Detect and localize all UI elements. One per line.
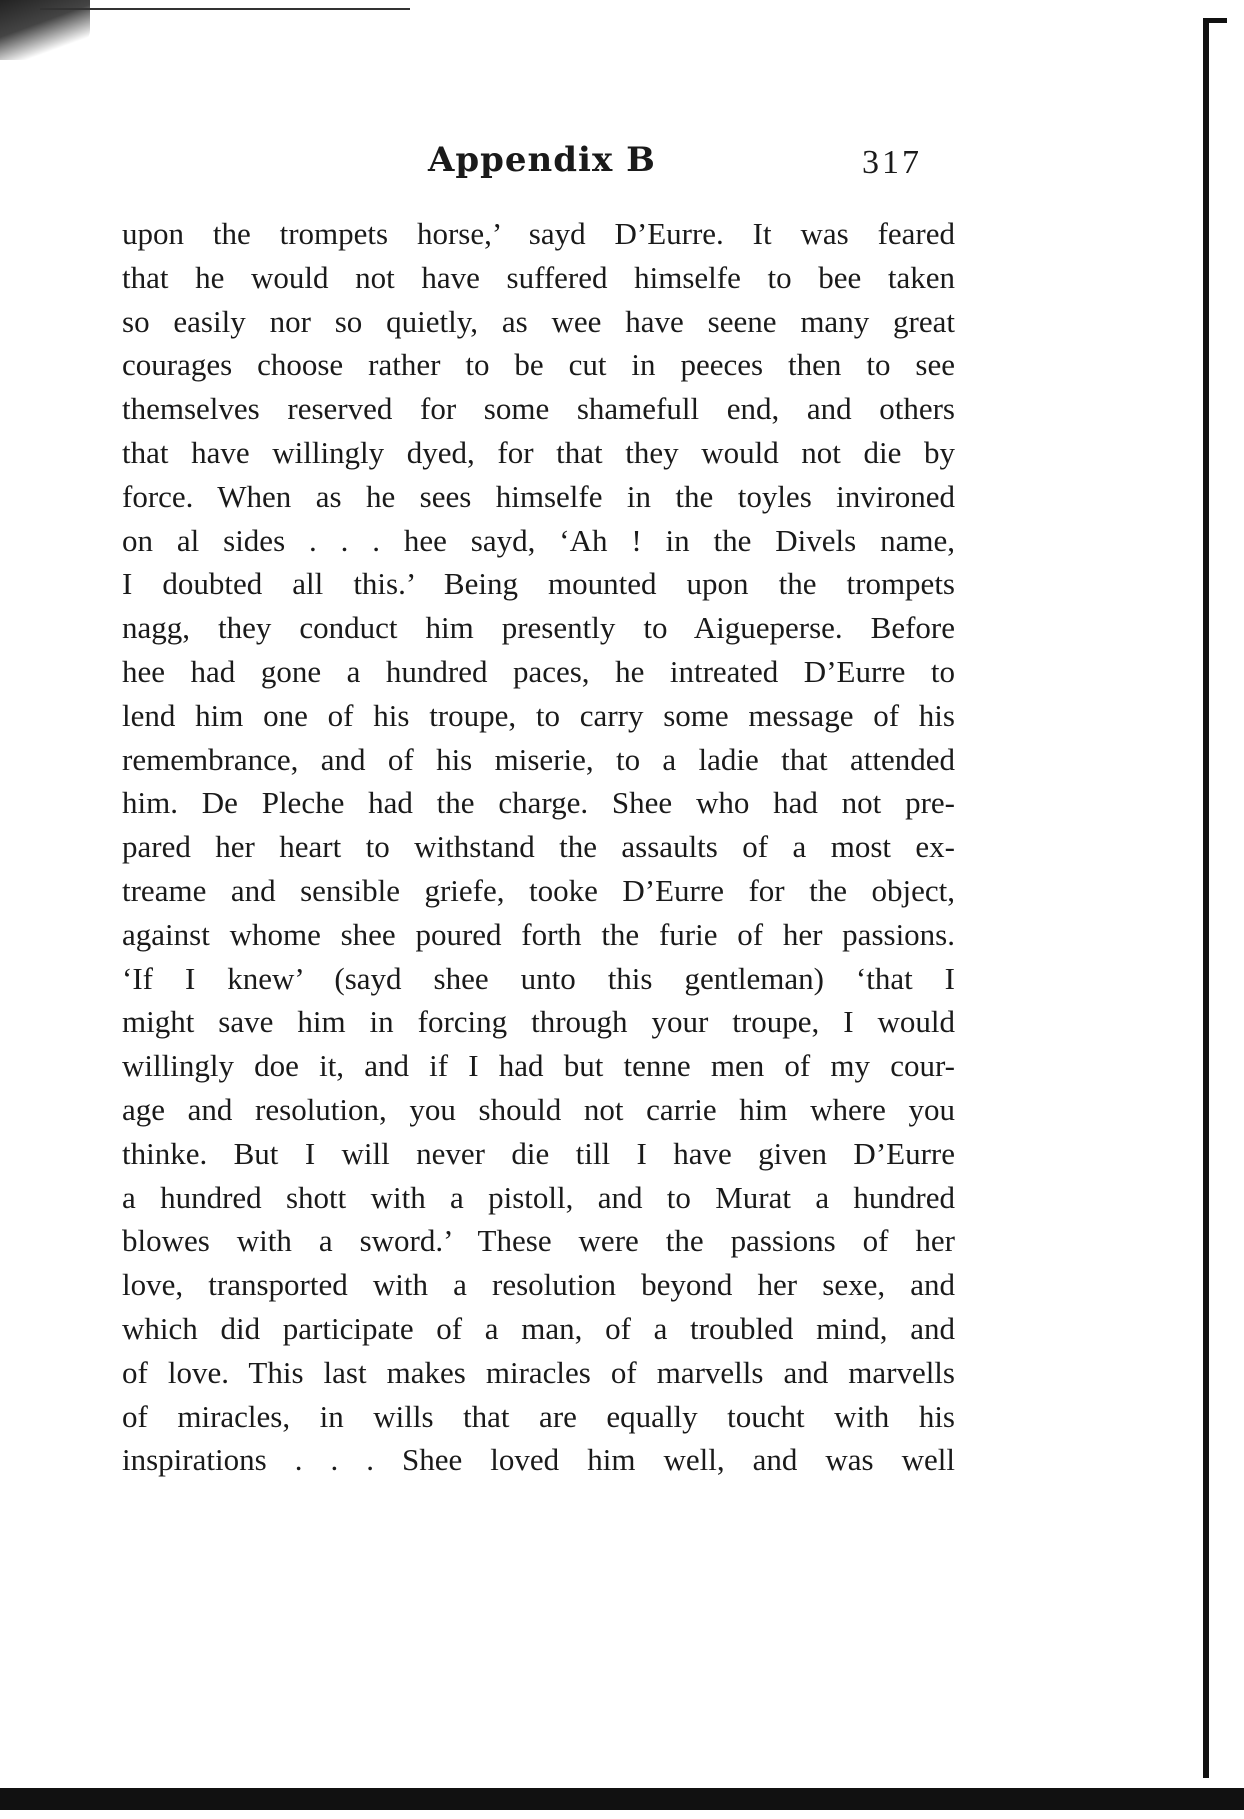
- text-line: treame and sensible griefe, tooke D’Eurre for the object,: [122, 872, 955, 908]
- text-line: age and resolution, you should not carrie him where you: [122, 1091, 955, 1127]
- text-line: might save him in forcing through your troupe, I would: [122, 1004, 955, 1040]
- text-line: love, transported with a resolution beyond her sexe, and: [122, 1267, 955, 1303]
- text-line: of love. This last makes miracles of marvells and marvells: [122, 1354, 955, 1390]
- text-line: blowes with a sword.’ These were the passions of her: [122, 1223, 955, 1259]
- text-line: force. When as he sees himselfe in the toyles invironed: [122, 478, 955, 514]
- scan-bottom-edge: [0, 1788, 1244, 1810]
- text-line: a hundred shott with a pistoll, and to Murat a hundred: [122, 1179, 955, 1215]
- body-text: [122, 212, 955, 1482]
- text-line: on al sides . . . hee sayd, ‘Ah ! in the Divels name,: [122, 522, 955, 558]
- text-line: nagg, they conduct him presently to Aigueperse. Before: [122, 610, 955, 646]
- page-number: 317: [862, 144, 922, 181]
- running-title: Appendix B: [428, 140, 656, 180]
- text-line: of miracles, in wills that are equally toucht with his: [122, 1398, 955, 1434]
- text-line: hee had gone a hundred paces, he intreated D’Eurre to: [122, 653, 955, 689]
- text-line: thinke. But I will never die till I have given D’Eurre: [122, 1135, 955, 1171]
- text-line: ‘If I knew’ (sayd shee unto this gentleman) ‘that I: [122, 960, 955, 996]
- scan-edge-line: [40, 8, 410, 10]
- text-line: remembrance, and of his miserie, to a ladie that attended: [122, 741, 955, 777]
- page-edge-rule: [1203, 18, 1209, 1778]
- text-line: inspirations . . . Shee loved him well, and was well: [122, 1442, 955, 1478]
- text-line: so easily nor so quietly, as wee have seene many great: [122, 303, 955, 339]
- text-line: that he would not have suffered himselfe to bee taken: [122, 259, 955, 295]
- page-header: [0, 140, 1244, 190]
- text-line: that have willingly dyed, for that they would not die by: [122, 434, 955, 470]
- text-line: I doubted all this.’ Being mounted upon the trompets: [122, 566, 955, 602]
- text-line: pared her heart to withstand the assaults of a most ex-: [122, 829, 955, 865]
- page-edge-rule-top: [1203, 18, 1227, 23]
- text-line: courages choose rather to be cut in peeces then to see: [122, 347, 955, 383]
- text-line: against whome shee poured forth the furie of her passions.: [122, 916, 955, 952]
- text-line: lend him one of his troupe, to carry some message of his: [122, 697, 955, 733]
- text-line: willingly doe it, and if I had but tenne men of my cour-: [122, 1048, 955, 1084]
- text-line: which did participate of a man, of a troubled mind, and: [122, 1310, 955, 1346]
- text-line: him. De Pleche had the charge. Shee who had not pre-: [122, 785, 955, 821]
- text-line: themselves reserved for some shamefull end, and others: [122, 391, 955, 427]
- text-line: upon the trompets horse,’ sayd D’Eurre. It was feared: [122, 216, 955, 251]
